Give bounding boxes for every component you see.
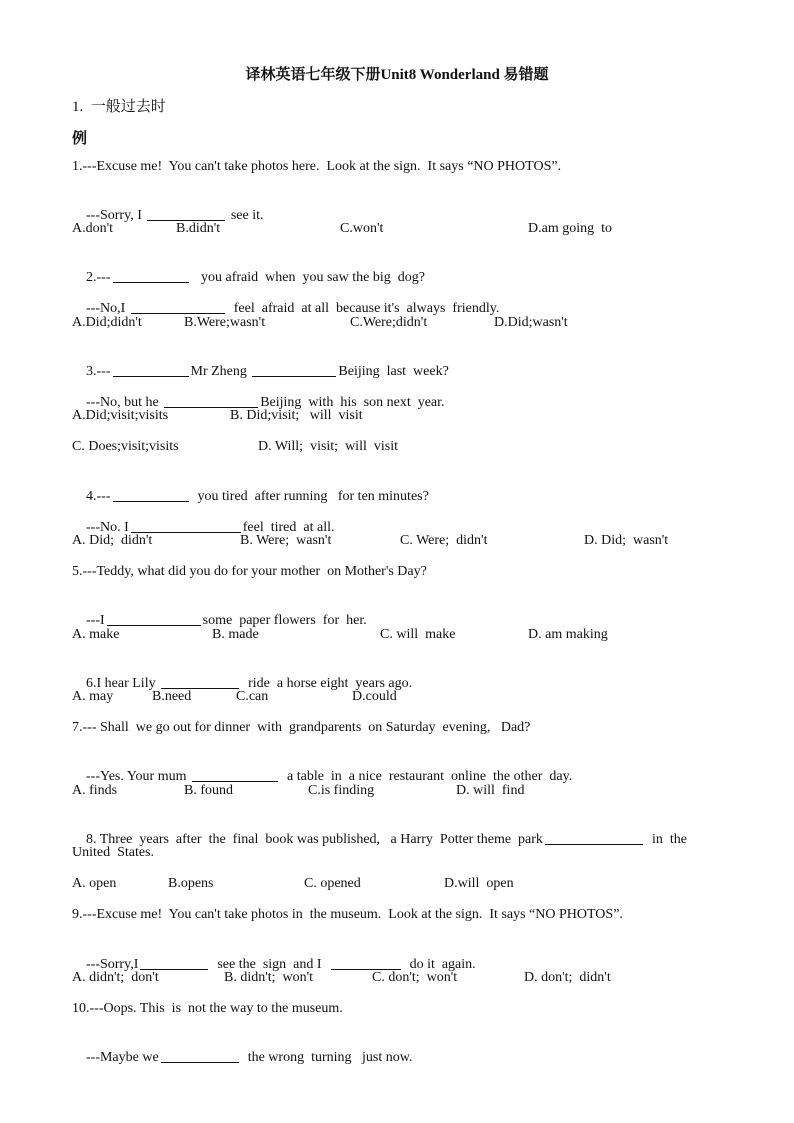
answer-blank[interactable] [140, 955, 208, 970]
answer-blank[interactable] [107, 611, 201, 626]
option-a[interactable]: A. open [72, 876, 117, 891]
question-10-answer [72, 1032, 412, 1082]
answer-suffix: a table in a nice restaurant online the other day. [280, 769, 573, 784]
option-c[interactable]: C.is finding [308, 783, 375, 798]
question-prefix: 2.--- [86, 270, 111, 285]
option-b[interactable]: B. Did;visit; will visit [230, 408, 363, 423]
question-suffix: Beijing last week? [338, 364, 449, 379]
option-b[interactable]: B. Were; wasn't [240, 533, 332, 548]
question-blank[interactable] [113, 362, 189, 377]
question-middle: Mr Zheng [190, 364, 251, 379]
option-c[interactable]: C.can [236, 689, 269, 704]
question-1-text: 1.---Excuse me! You can't take photos here. Look at the sign. It says “NO PHOTOS”. [72, 159, 562, 174]
answer-blank[interactable] [131, 299, 225, 314]
answer-prefix: ---No,I [86, 301, 129, 316]
section-heading: 1. 一般过去时 [72, 99, 166, 115]
question-blank[interactable] [113, 268, 189, 283]
question-8-text [72, 814, 687, 864]
answer-suffix: see it. [227, 208, 264, 223]
question-10-text: 10.---Oops. This is not the way to the museum. [72, 1001, 343, 1016]
answer-blank-2[interactable] [331, 955, 401, 970]
option-d[interactable]: D. am making [528, 627, 608, 642]
option-a[interactable]: A. may [72, 689, 114, 704]
answer-blank[interactable] [161, 1048, 239, 1063]
answer-suffix: feel afraid at all because it's always friendly. [226, 301, 500, 316]
question-blank-2[interactable] [252, 362, 336, 377]
option-d[interactable]: D.am going to [528, 221, 612, 236]
option-b[interactable]: B. found [184, 783, 233, 798]
option-b[interactable]: B.didn't [176, 221, 221, 236]
question-prefix: 8. Three years after the final book was published, a Harry Potter theme park [86, 832, 543, 847]
answer-prefix: ---No, but he [86, 395, 163, 410]
option-b[interactable]: B.Were;wasn't [184, 315, 266, 330]
question-suffix: in the [644, 832, 687, 847]
option-c[interactable]: C.Were;didn't [350, 315, 428, 330]
option-c[interactable]: C. Does;visit;visits [72, 439, 179, 454]
option-c[interactable]: C. will make [380, 627, 456, 642]
question-prefix: 6.I hear Lily [86, 676, 160, 691]
question-5-text: 5.---Teddy, what did you do for your mother on Mother's Day? [72, 564, 427, 579]
answer-suffix: Beijing with his son next year. [260, 395, 445, 410]
question-prefix: 3.--- [86, 364, 111, 379]
answer-prefix: ---Maybe we [86, 1050, 159, 1065]
option-d[interactable]: D. don't; didn't [524, 970, 611, 985]
answer-blank[interactable] [164, 393, 258, 408]
page-title: 译林英语七年级下册Unit8 Wonderland 易错题 [245, 67, 549, 83]
answer-prefix: ---Sorry,I [86, 957, 139, 972]
answer-prefix: ---I [86, 613, 105, 628]
option-c[interactable]: C. Were; didn't [400, 533, 488, 548]
option-a[interactable]: A. make [72, 627, 120, 642]
option-b[interactable]: B. made [212, 627, 259, 642]
answer-prefix: ---Yes. Your mum [86, 769, 190, 784]
answer-prefix: ---No. I [86, 520, 129, 535]
option-d[interactable]: D. Will; visit; will visit [258, 439, 398, 454]
question-suffix: you afraid when you saw the big dog? [190, 270, 425, 285]
option-d[interactable]: D. Did; wasn't [584, 533, 669, 548]
example-label: 例 [72, 131, 88, 147]
question-suffix: ride a horse eight years ago. [241, 676, 413, 691]
option-a[interactable]: A. Did; didn't [72, 533, 153, 548]
option-a[interactable]: A.Did;didn't [72, 315, 142, 330]
answer-suffix: do it again. [402, 957, 476, 972]
answer-prefix: ---Sorry, I [86, 208, 146, 223]
option-b[interactable]: B. didn't; won't [224, 970, 314, 985]
question-8-text-continued: United States. [72, 845, 155, 860]
option-d[interactable]: D.could [352, 689, 397, 704]
option-a[interactable]: A.Did;visit;visits [72, 408, 169, 423]
question-blank[interactable] [113, 487, 189, 502]
option-d[interactable]: D.Did;wasn't [494, 315, 568, 330]
option-c[interactable]: C. opened [304, 876, 361, 891]
answer-blank[interactable] [147, 206, 225, 221]
answer-middle: see the sign and I [210, 957, 329, 972]
option-c[interactable]: C. don't; won't [372, 970, 458, 985]
option-d[interactable]: D.will open [444, 876, 514, 891]
option-a[interactable]: A.don't [72, 221, 114, 236]
option-d[interactable]: D. will find [456, 783, 525, 798]
answer-blank[interactable] [192, 767, 278, 782]
option-b[interactable]: B.opens [168, 876, 214, 891]
question-suffix: you tired after running for ten minutes? [190, 489, 429, 504]
answer-suffix: the wrong turning just now. [240, 1050, 413, 1065]
option-b[interactable]: B.need [152, 689, 192, 704]
question-9-text: 9.---Excuse me! You can't take photos in the museum. Look at the sign. It says “NO PHOTOS”. [72, 907, 623, 922]
option-a[interactable]: A. finds [72, 783, 118, 798]
answer-blank[interactable] [131, 518, 241, 533]
question-prefix: 4.--- [86, 489, 111, 504]
question-blank[interactable] [161, 674, 239, 689]
answer-suffix: some paper flowers for her. [202, 613, 367, 628]
option-a[interactable]: A. didn't; don't [72, 970, 159, 985]
question-7-text: 7.--- Shall we go out for dinner with grandparents on Saturday evening, Dad? [72, 720, 531, 735]
option-c[interactable]: C.won't [340, 221, 384, 236]
answer-suffix: feel tired at all. [242, 520, 335, 535]
question-blank[interactable] [545, 830, 643, 845]
